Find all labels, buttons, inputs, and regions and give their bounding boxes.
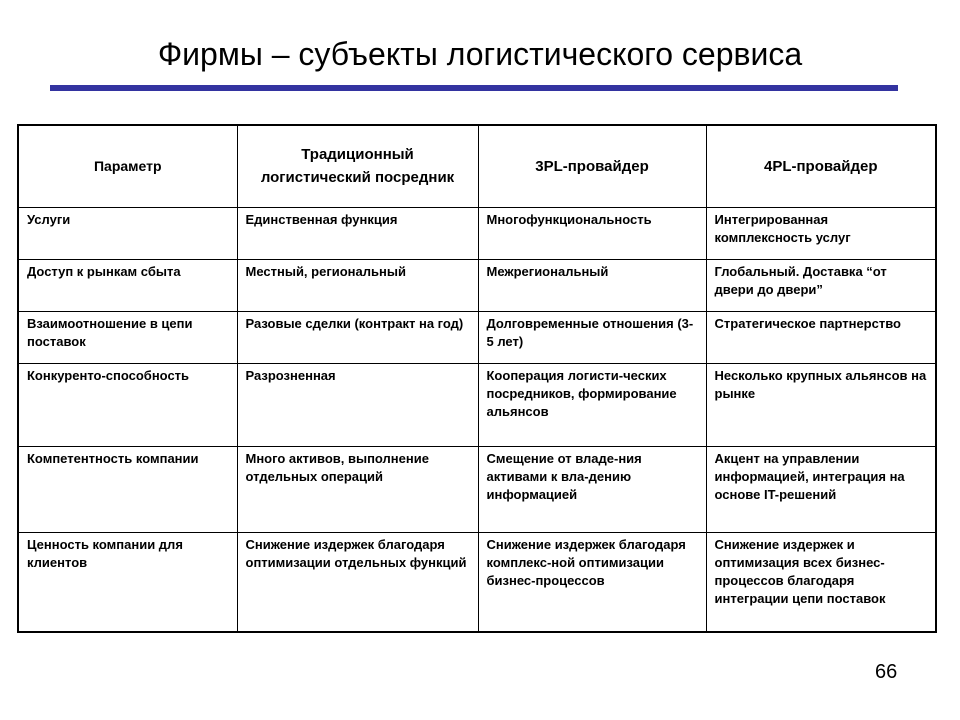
table-header-row: [18, 125, 936, 207]
table-cell: Снижение издержек и оптимизация всех бизнес-процессов благодаря интеграции цепи поставок: [706, 532, 936, 632]
table-row: [18, 311, 936, 363]
table-cell: Разрозненная: [237, 363, 478, 446]
table-cell: Разовые сделки (контракт на год): [237, 311, 478, 363]
table-row: [18, 363, 936, 446]
page-number: 66: [875, 661, 898, 683]
table-cell: Взаимоотношение в цепи поставок: [18, 311, 237, 363]
table-cell: Кооперация логисти-ческих посредников, формирование альянсов: [478, 363, 706, 446]
table-cell: Акцент на управлении информацией, интеграция на основе IT-решений: [706, 446, 936, 532]
table-cell: Услуги: [18, 207, 237, 259]
table-cell: Много активов, выполнение отдельных операций: [237, 446, 478, 532]
table-row: [18, 446, 936, 532]
header-cell: 3PL-провайдер: [478, 125, 706, 207]
table-cell: Ценность компании для клиентов: [18, 532, 237, 632]
table-cell: Смещение от владе-ния активами к вла-дению информацией: [478, 446, 706, 532]
table-cell: Конкуренто-способность: [18, 363, 237, 446]
table-cell: Снижение издержек благодаря комплекс-ной оптимизации бизнес-процессов: [478, 532, 706, 632]
comparison-table-container: [17, 124, 935, 631]
table-cell: Многофункциональность: [478, 207, 706, 259]
header-cell: Традиционный логистический посредник: [237, 125, 478, 207]
table-row: [18, 207, 936, 259]
table-cell: Несколько крупных альянсов на рынке: [706, 363, 936, 446]
header-cell: 4PL-провайдер: [706, 125, 936, 207]
table-row: [18, 532, 936, 632]
table-cell: Снижение издержек благодаря оптимизации отдельных функций: [237, 532, 478, 632]
table-cell: Межрегиональный: [478, 259, 706, 311]
table-cell: Глобальный. Доставка “от двери до двери”: [706, 259, 936, 311]
comparison-table: [17, 124, 937, 633]
table-cell: Стратегическое партнерство: [706, 311, 936, 363]
table-row: [18, 259, 936, 311]
table-cell: Интегрированная комплексность услуг: [706, 207, 936, 259]
table-cell: Местный, региональный: [237, 259, 478, 311]
header-cell: Параметр: [18, 125, 237, 207]
slide-title: Фирмы – субъекты логистического сервиса: [157, 36, 803, 72]
table-cell: Доступ к рынкам сбыта: [18, 259, 237, 311]
title-underline: [50, 85, 898, 91]
table-cell: Единственная функция: [237, 207, 478, 259]
table-cell: Долговременные отношения (3-5 лет): [478, 311, 706, 363]
table-cell: Компетентность компании: [18, 446, 237, 532]
